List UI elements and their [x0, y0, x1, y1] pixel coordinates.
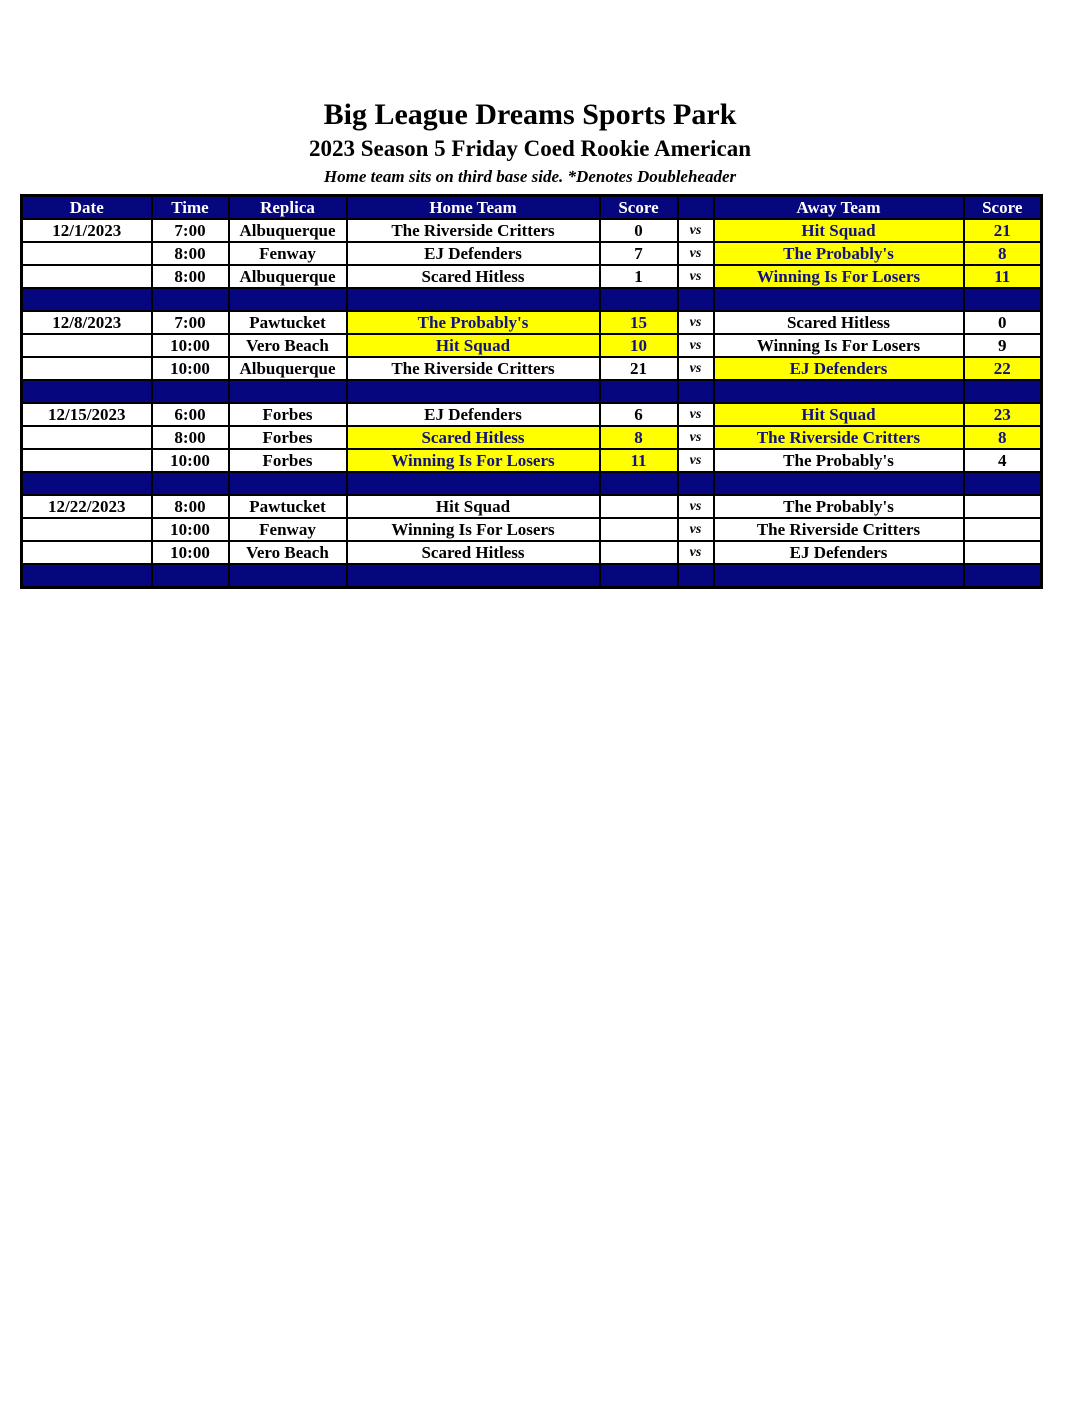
time-cell: 10:00: [152, 449, 229, 472]
separator-cell: [714, 380, 964, 403]
vs-cell: vs: [678, 357, 714, 380]
home-team-cell: The Riverside Critters: [347, 219, 600, 242]
away-team-cell: The Riverside Critters: [714, 426, 964, 449]
separator-cell: [964, 380, 1042, 403]
game-row: [22, 311, 1042, 334]
col-header-home-team: Home Team: [347, 195, 600, 219]
game-row: [22, 449, 1042, 472]
home-team-cell: EJ Defenders: [347, 242, 600, 265]
game-row: [22, 219, 1042, 242]
separator-cell: [347, 380, 600, 403]
time-cell: 7:00: [152, 311, 229, 334]
away-score-cell: [964, 518, 1042, 541]
date-cell: 12/22/2023: [22, 495, 152, 518]
separator-cell: [678, 380, 714, 403]
separator-cell: [152, 564, 229, 588]
separator-cell: [600, 472, 678, 495]
home-score-cell: 8: [600, 426, 678, 449]
separator-cell: [152, 288, 229, 311]
game-row: [22, 541, 1042, 564]
col-header-time: Time: [152, 195, 229, 219]
replica-cell: Fenway: [229, 518, 347, 541]
vs-cell: vs: [678, 518, 714, 541]
replica-cell: Albuquerque: [229, 219, 347, 242]
away-team-cell: EJ Defenders: [714, 357, 964, 380]
away-score-cell: 22: [964, 357, 1042, 380]
separator-cell: [964, 288, 1042, 311]
away-team-cell: EJ Defenders: [714, 541, 964, 564]
away-score-cell: 0: [964, 311, 1042, 334]
separator-row: [22, 564, 1042, 588]
away-score-cell: [964, 495, 1042, 518]
separator-cell: [964, 564, 1042, 588]
page-note: Home team sits on third base side. *Denotes Doubleheader: [323, 167, 737, 187]
away-score-cell: 8: [964, 242, 1042, 265]
date-cell: [22, 541, 152, 564]
home-team-cell: Scared Hitless: [347, 426, 600, 449]
col-header-vs: [678, 195, 714, 219]
home-team-cell: Scared Hitless: [347, 541, 600, 564]
date-cell: [22, 357, 152, 380]
separator-cell: [22, 564, 152, 588]
away-team-cell: Scared Hitless: [714, 311, 964, 334]
home-team-cell: Hit Squad: [347, 334, 600, 357]
vs-cell: vs: [678, 495, 714, 518]
game-row: [22, 403, 1042, 426]
page-subtitle: 2023 Season 5 Friday Coed Rookie American: [308, 136, 752, 161]
date-cell: 12/1/2023: [22, 219, 152, 242]
home-score-cell: 21: [600, 357, 678, 380]
replica-cell: Vero Beach: [229, 541, 347, 564]
replica-cell: Vero Beach: [229, 334, 347, 357]
replica-cell: Forbes: [229, 403, 347, 426]
game-row: [22, 334, 1042, 357]
date-cell: [22, 265, 152, 288]
away-score-cell: 8: [964, 426, 1042, 449]
replica-cell: Pawtucket: [229, 495, 347, 518]
home-team-cell: Scared Hitless: [347, 265, 600, 288]
home-team-cell: EJ Defenders: [347, 403, 600, 426]
away-score-cell: 23: [964, 403, 1042, 426]
date-cell: [22, 426, 152, 449]
time-cell: 10:00: [152, 334, 229, 357]
away-team-cell: Hit Squad: [714, 219, 964, 242]
separator-cell: [714, 564, 964, 588]
game-row: [22, 265, 1042, 288]
vs-cell: vs: [678, 403, 714, 426]
separator-cell: [229, 288, 347, 311]
home-team-cell: Hit Squad: [347, 495, 600, 518]
col-header-away-team: Away Team: [714, 195, 964, 219]
separator-cell: [229, 472, 347, 495]
replica-cell: Albuquerque: [229, 357, 347, 380]
col-header-home-score: Score: [600, 195, 678, 219]
home-team-cell: The Riverside Critters: [347, 357, 600, 380]
separator-cell: [678, 288, 714, 311]
away-team-cell: The Probably's: [714, 449, 964, 472]
replica-cell: Albuquerque: [229, 265, 347, 288]
separator-cell: [347, 564, 600, 588]
replica-cell: Pawtucket: [229, 311, 347, 334]
home-score-cell: 0: [600, 219, 678, 242]
vs-cell: vs: [678, 426, 714, 449]
col-header-replica: Replica: [229, 195, 347, 219]
separator-cell: [347, 472, 600, 495]
table-header-row: [22, 195, 1042, 219]
away-team-cell: Winning Is For Losers: [714, 334, 964, 357]
away-team-cell: Winning Is For Losers: [714, 265, 964, 288]
col-header-date: Date: [22, 195, 152, 219]
separator-cell: [964, 472, 1042, 495]
away-score-cell: [964, 541, 1042, 564]
replica-cell: Forbes: [229, 449, 347, 472]
separator-row: [22, 472, 1042, 495]
away-team-cell: The Probably's: [714, 242, 964, 265]
home-score-cell: [600, 541, 678, 564]
vs-cell: vs: [678, 311, 714, 334]
separator-row: [22, 288, 1042, 311]
away-team-cell: Hit Squad: [714, 403, 964, 426]
col-header-away-score: Score: [964, 195, 1042, 219]
time-cell: 8:00: [152, 426, 229, 449]
home-team-cell: Winning Is For Losers: [347, 518, 600, 541]
home-score-cell: [600, 495, 678, 518]
vs-cell: vs: [678, 334, 714, 357]
home-team-cell: Winning Is For Losers: [347, 449, 600, 472]
home-score-cell: 7: [600, 242, 678, 265]
game-row: [22, 518, 1042, 541]
game-row: [22, 357, 1042, 380]
vs-cell: vs: [678, 265, 714, 288]
separator-cell: [152, 380, 229, 403]
separator-cell: [152, 472, 229, 495]
away-team-cell: The Riverside Critters: [714, 518, 964, 541]
separator-cell: [678, 564, 714, 588]
replica-cell: Fenway: [229, 242, 347, 265]
separator-cell: [22, 288, 152, 311]
separator-cell: [714, 472, 964, 495]
vs-cell: vs: [678, 242, 714, 265]
game-row: [22, 242, 1042, 265]
away-team-cell: The Probably's: [714, 495, 964, 518]
away-score-cell: 9: [964, 334, 1042, 357]
date-cell: 12/8/2023: [22, 311, 152, 334]
away-score-cell: 21: [964, 219, 1042, 242]
home-score-cell: 15: [600, 311, 678, 334]
time-cell: 7:00: [152, 219, 229, 242]
time-cell: 8:00: [152, 265, 229, 288]
home-score-cell: [600, 518, 678, 541]
page-title: Big League Dreams Sports Park: [323, 98, 737, 131]
date-cell: 12/15/2023: [22, 403, 152, 426]
game-row: [22, 495, 1042, 518]
home-score-cell: 6: [600, 403, 678, 426]
vs-cell: vs: [678, 219, 714, 242]
separator-cell: [229, 380, 347, 403]
vs-cell: vs: [678, 541, 714, 564]
time-cell: 10:00: [152, 518, 229, 541]
home-score-cell: 11: [600, 449, 678, 472]
home-score-cell: 10: [600, 334, 678, 357]
time-cell: 6:00: [152, 403, 229, 426]
separator-cell: [347, 288, 600, 311]
separator-cell: [600, 288, 678, 311]
separator-cell: [22, 472, 152, 495]
separator-cell: [22, 380, 152, 403]
time-cell: 10:00: [152, 357, 229, 380]
home-team-cell: The Probably's: [347, 311, 600, 334]
date-cell: [22, 334, 152, 357]
schedule-table: [20, 194, 1043, 589]
separator-cell: [600, 380, 678, 403]
vs-cell: vs: [678, 449, 714, 472]
date-cell: [22, 518, 152, 541]
date-cell: [22, 242, 152, 265]
separator-cell: [600, 564, 678, 588]
away-score-cell: 4: [964, 449, 1042, 472]
separator-cell: [229, 564, 347, 588]
replica-cell: Forbes: [229, 426, 347, 449]
separator-cell: [678, 472, 714, 495]
time-cell: 8:00: [152, 495, 229, 518]
home-score-cell: 1: [600, 265, 678, 288]
separator-row: [22, 380, 1042, 403]
schedule-sheet: [20, 0, 1040, 589]
separator-cell: [714, 288, 964, 311]
game-row: [22, 426, 1042, 449]
away-score-cell: 11: [964, 265, 1042, 288]
time-cell: 8:00: [152, 242, 229, 265]
date-cell: [22, 449, 152, 472]
time-cell: 10:00: [152, 541, 229, 564]
